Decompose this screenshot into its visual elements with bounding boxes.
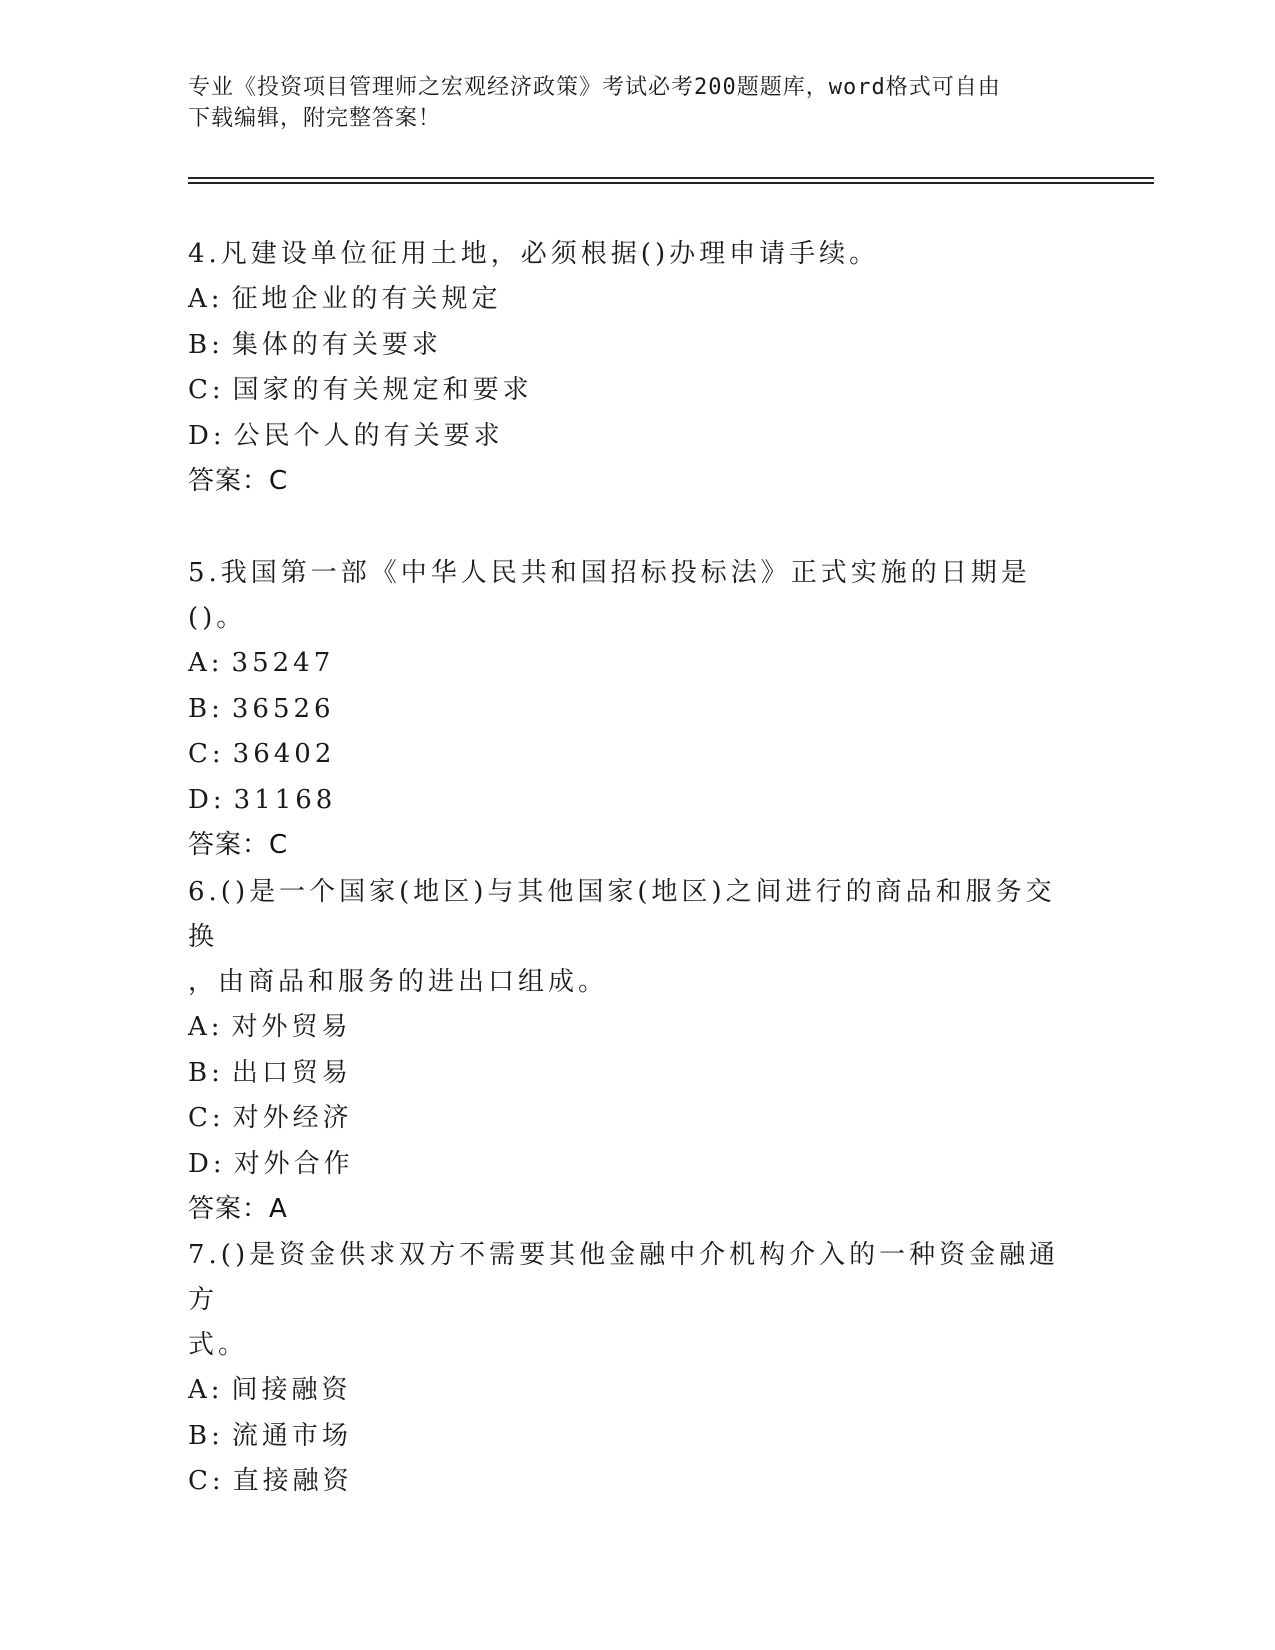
option-key: C — [188, 1103, 212, 1133]
option-text: 对外经济 — [232, 1103, 353, 1133]
option-text: 公民个人的有关要求 — [233, 420, 504, 451]
answer-option — [188, 778, 1068, 824]
option-text: 36402 — [232, 739, 336, 769]
option-text: 对外合作 — [233, 1148, 354, 1179]
option-key: C — [188, 1466, 212, 1496]
answer-option — [188, 1051, 1068, 1097]
answer-option — [188, 1414, 1068, 1460]
option-separator: : — [211, 1466, 225, 1496]
question-block — [188, 1233, 1068, 1505]
header-line: 下载编辑，附完整答案！ — [188, 106, 442, 131]
option-key: D — [188, 1148, 213, 1179]
option-key: D — [188, 784, 213, 815]
option-key: C — [188, 375, 212, 405]
answer-key: 答案：C — [188, 830, 289, 860]
question-block — [188, 232, 1068, 504]
option-separator: : — [210, 284, 224, 314]
option-key: B — [188, 693, 212, 724]
option-key: B — [188, 1420, 212, 1451]
answer-option — [188, 414, 1068, 460]
option-text: 直接融资 — [232, 1466, 353, 1496]
option-separator: : — [211, 1057, 224, 1088]
question-stem: 式。 — [188, 1330, 249, 1360]
option-separator: : — [210, 1375, 224, 1405]
answer-option — [188, 1368, 1068, 1414]
option-text: 流通市场 — [231, 1420, 352, 1451]
option-separator: : — [210, 648, 224, 678]
option-separator: : — [211, 329, 224, 360]
question-stem: 6.()是一个国家(地区)与其他国家(地区)之间进行的商品和服务交换 — [188, 877, 1056, 952]
answer-option — [188, 1096, 1068, 1142]
answer-option — [188, 323, 1068, 369]
answer-option — [188, 1142, 1068, 1188]
question-stem: 5.我国第一部《中华人民共和国招标投标法》正式实施的日期是()。 — [188, 558, 1031, 633]
option-text: 征地企业的有关规定 — [231, 284, 502, 314]
option-text: 35247 — [231, 648, 335, 678]
option-key: D — [188, 420, 213, 451]
header-line: 专业《投资项目管理师之宏观经济政策》考试必考200题题库，word格式可自由 — [188, 75, 1001, 100]
header-divider — [188, 182, 1154, 184]
option-text: 36526 — [231, 693, 335, 724]
answer-option — [188, 641, 1068, 687]
question-stem: 4.凡建设单位征用土地，必须根据()办理申请手续。 — [188, 239, 880, 269]
option-separator: : — [211, 739, 225, 769]
option-text: 间接融资 — [231, 1375, 352, 1405]
document-header — [188, 72, 1068, 134]
answer-key: 答案：A — [188, 1194, 288, 1224]
answer-option — [188, 687, 1068, 733]
answer-option — [188, 368, 1068, 414]
question-stem: 7.()是资金供求双方不需要其他金融中介机构介入的一种资金融通方 — [188, 1240, 1060, 1315]
answer-option — [188, 1459, 1068, 1505]
answer-option — [188, 732, 1068, 778]
option-separator: : — [212, 784, 226, 815]
option-text: 对外贸易 — [231, 1012, 352, 1042]
option-separator: : — [211, 375, 225, 405]
option-key: C — [188, 739, 212, 769]
answer-option — [188, 1005, 1068, 1051]
question-block — [188, 551, 1068, 868]
option-separator: : — [212, 420, 226, 451]
question-block — [188, 870, 1068, 1232]
option-key: A — [188, 648, 211, 678]
option-text: 出口贸易 — [231, 1057, 352, 1088]
option-separator: : — [210, 1012, 224, 1042]
option-key: A — [188, 1012, 211, 1042]
option-key: A — [188, 284, 211, 314]
answer-option — [188, 277, 1068, 323]
option-text: 国家的有关规定和要求 — [232, 375, 533, 405]
option-text: 集体的有关要求 — [231, 329, 442, 360]
option-separator: : — [211, 1420, 224, 1451]
question-stem: ，由商品和服务的进出口组成。 — [188, 967, 609, 997]
option-key: B — [188, 1057, 212, 1088]
answer-key: 答案：C — [188, 466, 289, 496]
option-key: A — [188, 1375, 211, 1405]
option-separator: : — [212, 1148, 226, 1179]
option-separator: : — [211, 1103, 225, 1133]
option-separator: : — [211, 693, 224, 724]
option-text: 31168 — [233, 784, 337, 815]
header-divider — [188, 177, 1154, 179]
option-key: B — [188, 329, 212, 360]
